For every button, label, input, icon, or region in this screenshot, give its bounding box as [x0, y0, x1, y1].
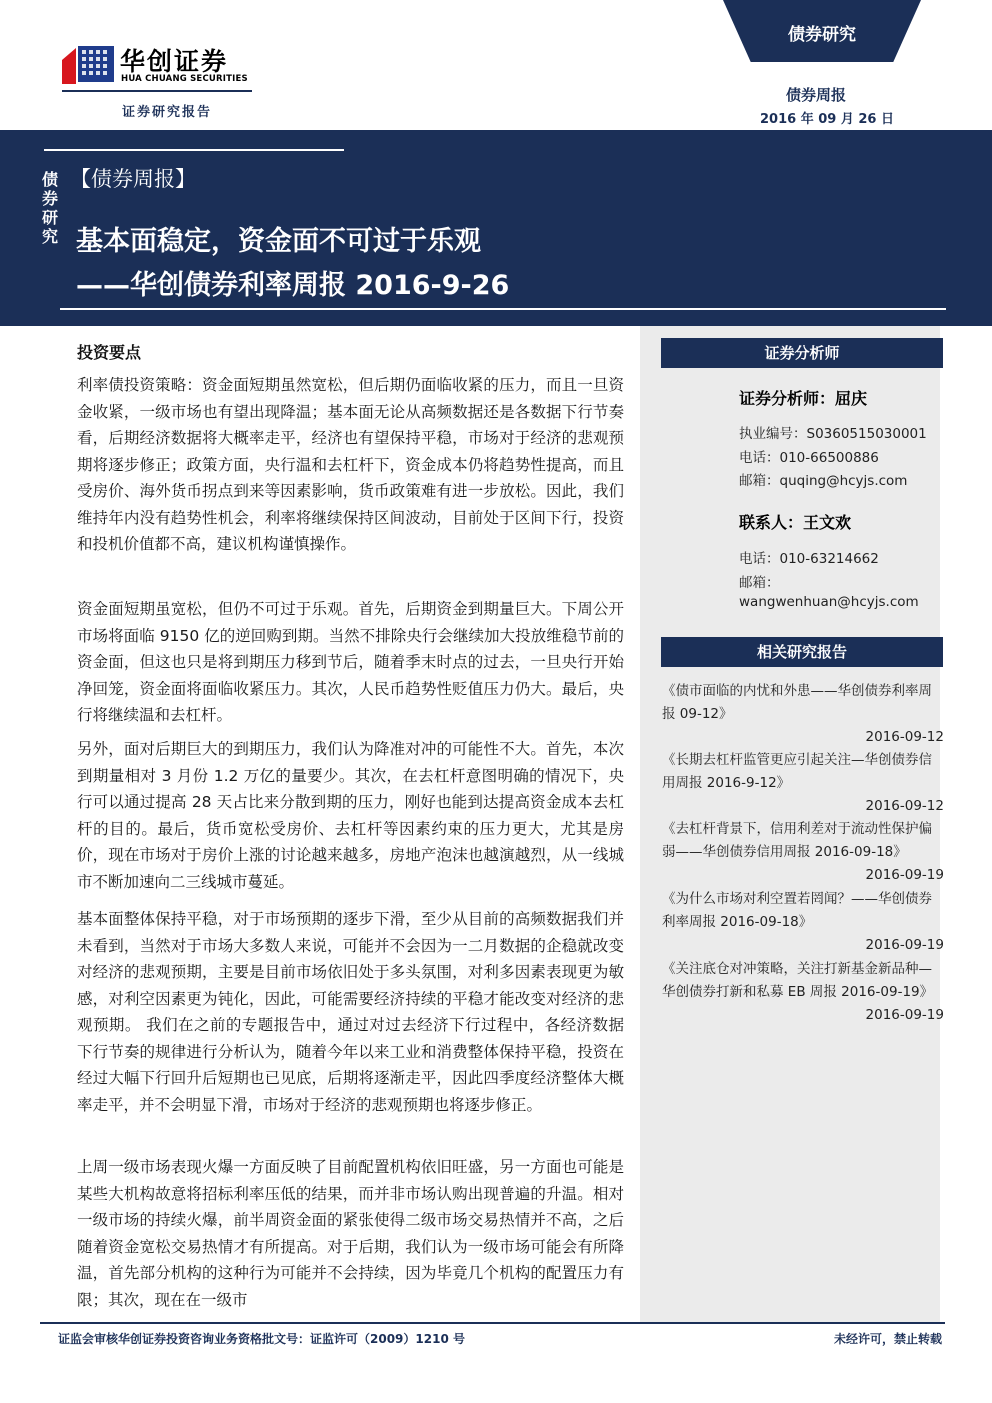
analyst-email[interactable]: 邮箱：quqing@hcyjs.com — [739, 473, 908, 489]
logo-icon — [62, 44, 114, 84]
related-report-title[interactable]: 《长期去杠杆监管更应引起关注—华创债券信用周报 2016-9-12》 — [662, 752, 932, 791]
banner-rule-bottom — [60, 308, 946, 310]
related-report-title[interactable]: 《去杠杆背景下，信用利差对于流动性保护偏弱——华创债券信用周报 2016-09-18》 — [662, 821, 932, 860]
report-title: 基本面稳定，资金面不可过于乐观 — [76, 226, 481, 257]
related-report-item[interactable] — [662, 818, 944, 887]
investment-highlights-heading: 投资要点 — [77, 343, 142, 362]
analyst-name: 证券分析师：屈庆 — [739, 389, 868, 408]
report-type: 债券周报 — [786, 86, 847, 104]
related-report-item[interactable] — [662, 888, 944, 957]
related-report-date: 2016-09-19 — [865, 937, 944, 953]
analyst-phone: 电话：010-66500886 — [739, 450, 879, 466]
logo-english-name: HUA CHUANG SECURITIES — [121, 74, 248, 84]
report-tag: 【债券周报】 — [70, 167, 196, 191]
footer-copyright-note: 未经许可，禁止转载 — [833, 1332, 942, 1346]
footer-rule — [40, 1322, 945, 1324]
analyst-section-header: 证券分析师 — [661, 338, 943, 368]
logo-divider — [62, 90, 252, 92]
related-report-date: 2016-09-19 — [865, 1007, 944, 1023]
contact-email-label: 邮箱： — [739, 575, 780, 591]
related-report-title[interactable]: 《债市面临的内忧和外患——华创债券利率周报 09-12》 — [662, 683, 932, 722]
analyst-license: 执业编号：S0360515030001 — [739, 426, 927, 442]
footer-license-note: 证监会审核华创证券投资咨询业务资格批文号：证监许可（2009）1210 号 — [58, 1332, 465, 1346]
related-report-title[interactable]: 《关注底仓对冲策略，关注打新基金新品种— 华创债券打新和私募 EB 周报 2016-09-19》 — [662, 961, 934, 1000]
vertical-category-label: 债券研究 — [41, 170, 58, 246]
body-paragraph: 另外，面对后期巨大的到期压力，我们认为降准对冲的可能性不大。首先，本次到期量相对 3 月份 1.2 万亿的量要少。其次，在去杠杆意图明确的情况下，央行可以通过提高 28 天占比来分散到期的压力，刚好也能到达提高资金成本去杠杆的目的。最后，货币宽松受房价、去杠杆等因素约束的压力更大，尤其是房价，现在市场对于房价上涨的讨论越来越多，房地产泡沫也越演越烈，从一线城市不断加速向二三线城市蔓延。 — [77, 740, 624, 891]
contact-email[interactable]: wangwenhuan@hcyjs.com — [739, 594, 919, 610]
related-report-item[interactable] — [662, 680, 944, 749]
logo-subtitle: 证券研究报告 — [122, 105, 213, 120]
body-paragraph: 基本面整体保持平稳，对于市场预期的逐步下滑，至少从目前的高频数据我们并未看到，当然对于市场大多数人来说，可能并不会因为一二月数据的企稳就改变对经济的悲观预期，主要是目前市场依旧处于多头氛围，对利多因素表现更为敏感，对利空因素更为钝化，因此，可能需要经济持续的平稳才能改变对经济的悲观预期。 我们在之前的专题报告中，通过对过去经济下行过程中，各经济数据下行节奏的规律进行分析认为，随着今年以来工业和消费整体保持平稳，投资在经过大幅下行回升后短期也已见底，后期将逐渐走平，因此四季度经济整体大概率走平，并不会明显下滑，市场对于经济的悲观预期也将逐步修正。 — [77, 910, 624, 1114]
related-report-date: 2016-09-12 — [865, 729, 944, 745]
body-paragraph: 资金面短期虽宽松，但仍不可过于乐观。首先，后期资金到期量巨大。下周公开市场将面临 9150 亿的逆回购到期。当然不排除央行会继续加大投放维稳节前的资金面，但这也只是将到期压力移到节后，随着季末时点的过去，一旦央行开始净回笼，资金面将面临收紧压力。其次，人民币趋势性贬值压力仍大。最后，央行将继续温和去杠杆。 — [77, 600, 624, 724]
logo-name: 华创证券 — [120, 47, 229, 76]
related-reports-header: 相关研究报告 — [661, 637, 943, 667]
related-report-item[interactable] — [662, 749, 944, 818]
banner-rule-top — [44, 149, 344, 151]
body-paragraph: 利率债投资策略：资金面短期虽然宽松，但后期仍面临收紧的压力，而且一旦资金收紧，一级市场也有望出现降温；基本面无论从高频数据还是各数据下行节奏看，后期经济数据将大概率走平，经济也有望保持平稳，市场对于经济的悲观预期将逐步修正；政策方面，央行温和去杠杆下，资金成本仍将趋势性提高，而且受房价、海外货币拐点到来等因素影响，货币政策难有进一步放松。因此，我们维持年内没有趋势性机会，利率将继续保持区间波动，目前处于区间下行，投资和投机价值都不高，建议机构谨慎操作。 — [77, 376, 624, 553]
contact-name: 联系人：王文欢 — [739, 513, 852, 532]
report-date: 2016 年 09 月 26 日 — [760, 112, 894, 127]
report-subtitle: ——华创债券利率周报 2016-9-26 — [76, 270, 510, 301]
contact-phone: 电话：010-63214662 — [739, 551, 879, 567]
related-report-title[interactable]: 《为什么市场对利空置若罔闻？——华创债券利率周报 2016-09-18》 — [662, 891, 932, 930]
corner-tab-label: 债券研究 — [788, 25, 856, 45]
related-report-item[interactable] — [662, 958, 944, 1027]
body-paragraph: 上周一级市场表现火爆一方面反映了目前配置机构依旧旺盛，另一方面也可能是某些大机构故意将招标利率压低的结果，而并非市场认购出现普遍的升温。相对一级市场的持续火爆，前半周资金面的紧张使得二级市场交易热情并不高，之后随着资金宽松交易热情才有所提高。对于后期，我们认为一级市场可能会有所降温，首先部分机构的这种行为可能并不会持续，因为毕竟几个机构的配置压力有限；其次，现在在一级市 — [77, 1158, 624, 1309]
related-report-date: 2016-09-12 — [865, 798, 944, 814]
related-report-date: 2016-09-19 — [865, 867, 944, 883]
